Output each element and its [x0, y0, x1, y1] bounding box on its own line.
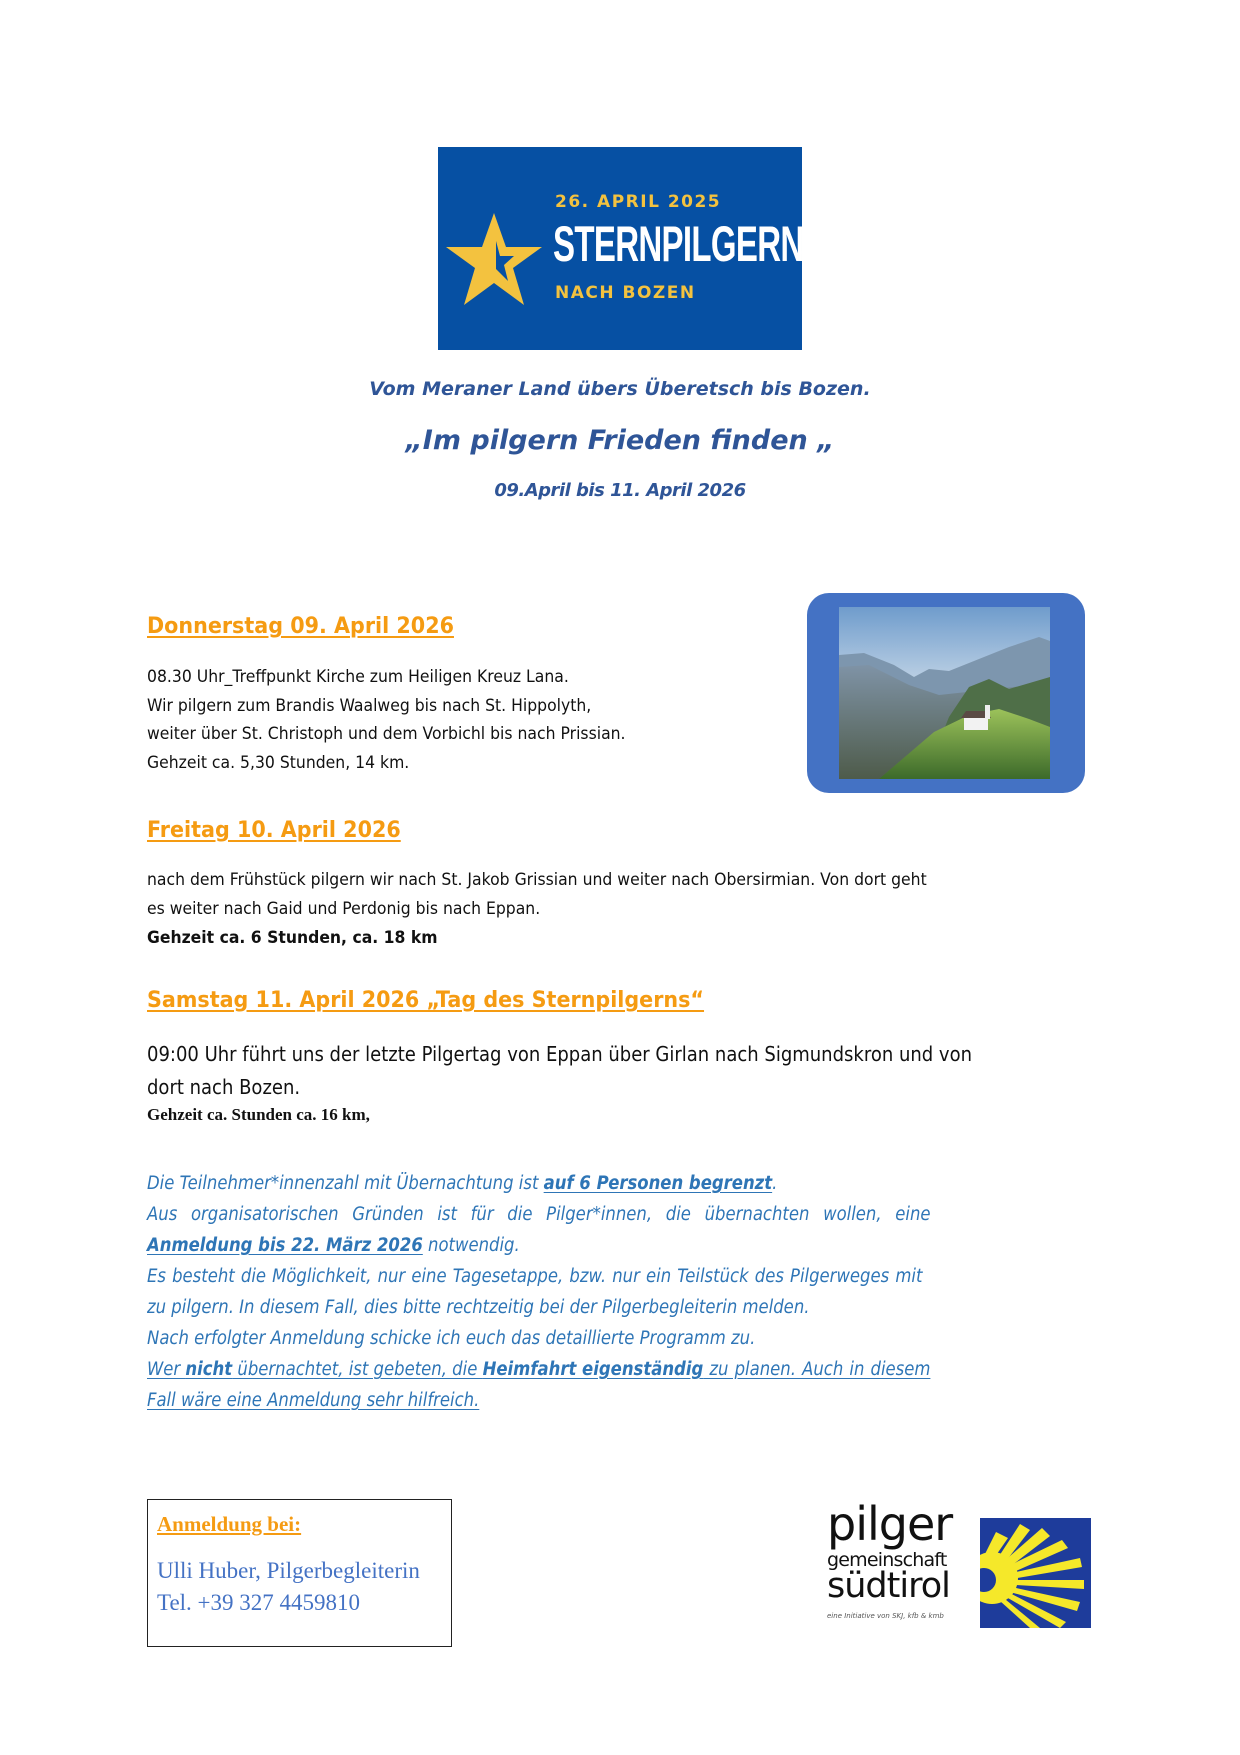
- info-line: [147, 1168, 1085, 1199]
- day2-duration: Gehzeit ca. 6 Stunden, ca. 18 km: [147, 928, 438, 948]
- day3-line: dort nach Bozen.: [147, 1075, 301, 1099]
- info-text: zu pilgern. In diesem Fall, dies bitte rechtzeitig bei der Pilgerbegleiterin melden.: [147, 1297, 810, 1318]
- day2-line: es weiter nach Gaid und Perdonig bis nach Eppan.: [147, 899, 541, 919]
- landscape-photo: [839, 607, 1050, 779]
- participant-limit: auf 6 Personen begrenzt: [543, 1173, 773, 1194]
- star-icon: [444, 211, 544, 307]
- info-line: [147, 1261, 1085, 1292]
- contact-heading: Anmeldung bei:: [157, 1512, 302, 1536]
- info-line: [147, 1199, 1085, 1230]
- day1-line: Wir pilgern zum Brandis Waalweg bis nach St. Hippolyth,: [147, 695, 592, 716]
- logo-subtitle: NACH BOZEN: [555, 283, 696, 303]
- info-emphasis: Heimfahrt eigenständig: [482, 1359, 704, 1380]
- motto-quote: „Im pilgern Frieden finden „: [405, 425, 835, 456]
- info-line: [147, 1230, 1085, 1261]
- day1-heading: Donnerstag 09. April 2026: [147, 614, 454, 639]
- day1-line: 08.30 Uhr_Treffpunkt Kirche zum Heiligen Kreuz Lana.: [147, 667, 569, 687]
- registration-deadline: Anmeldung bis 22. März 2026: [147, 1235, 423, 1256]
- info-text: zu planen. Auch in diesem: [703, 1359, 931, 1380]
- contact-name: Ulli Huber, Pilgerbegleiterin: [157, 1558, 420, 1583]
- scallop-shell-icon: [980, 1518, 1091, 1628]
- info-line: [147, 1385, 1085, 1416]
- day1-description: [147, 663, 626, 777]
- day2-description: [147, 866, 927, 953]
- day2-heading: Freitag 10. April 2026: [147, 818, 401, 843]
- info-text: Fall wäre eine Anmeldung sehr hilfreich.: [147, 1390, 480, 1411]
- logo-word-gemeinschaft: gemeinschaft: [827, 1549, 947, 1571]
- info-line: [147, 1292, 1085, 1323]
- logo-tagline: eine Initiative von SKJ, kfb & kmb: [827, 1612, 944, 1620]
- info-text: .: [772, 1173, 778, 1194]
- info-notes: [147, 1168, 1085, 1416]
- info-text: Nach erfolgter Anmeldung schicke ich euch das detaillierte Programm zu.: [147, 1328, 756, 1349]
- info-text: übernachtet, ist gebeten, die: [232, 1359, 483, 1380]
- day3-line: 09:00 Uhr führt uns der letzte Pilgertag von Eppan über Girlan nach Sigmundskron und von: [147, 1042, 973, 1066]
- info-emphasis: nicht: [185, 1359, 233, 1380]
- info-text: Es besteht die Möglichkeit, nur eine Tagesetappe, bzw. nur ein Teilstück des Pilgerweges mit: [147, 1266, 923, 1287]
- logo-date: 26. APRIL 2025: [555, 192, 722, 212]
- day3-heading: Samstag 11. April 2026 „Tag des Sternpilgerns“: [147, 988, 705, 1013]
- logo-word-suedtirol: südtirol: [827, 1566, 950, 1606]
- date-range: 09.April bis 11. April 2026: [494, 480, 746, 501]
- day1-line: Gehzeit ca. 5,30 Stunden, 14 km.: [147, 752, 410, 773]
- info-text: Aus organisatorischen Gründen ist für die Pilger*innen, die übernachten wollen, eine: [147, 1204, 931, 1225]
- info-line: [147, 1323, 1085, 1354]
- logo-word-pilger: pilger: [827, 1497, 953, 1551]
- day2-line: nach dem Frühstück pilgern wir nach St. Jakob Grissian und weiter nach Obersirmian. Von dort geht: [147, 870, 927, 890]
- contact-phone[interactable]: Tel. +39 327 4459810: [157, 1590, 361, 1615]
- route-subtitle: Vom Meraner Land übers Überetsch bis Bozen.: [369, 378, 871, 400]
- day3-description: [147, 1038, 972, 1104]
- info-line: [147, 1354, 1085, 1385]
- logo-title: STERNPILGERN: [553, 216, 804, 272]
- info-text: Wer: [147, 1359, 186, 1380]
- info-text: Die Teilnehmer*innenzahl mit Übernachtung ist: [147, 1173, 544, 1194]
- contact-box: [147, 1499, 452, 1647]
- photo-frame: [807, 593, 1085, 793]
- day3-duration: Gehzeit ca. Stunden ca. 16 km,: [147, 1105, 370, 1124]
- sternpilgern-logo: [438, 147, 802, 350]
- pilgergemeinschaft-logo: [822, 1498, 1092, 1626]
- day1-line: weiter über St. Christoph und dem Vorbichl bis nach Prissian.: [147, 724, 626, 744]
- info-text: notwendig.: [422, 1235, 520, 1256]
